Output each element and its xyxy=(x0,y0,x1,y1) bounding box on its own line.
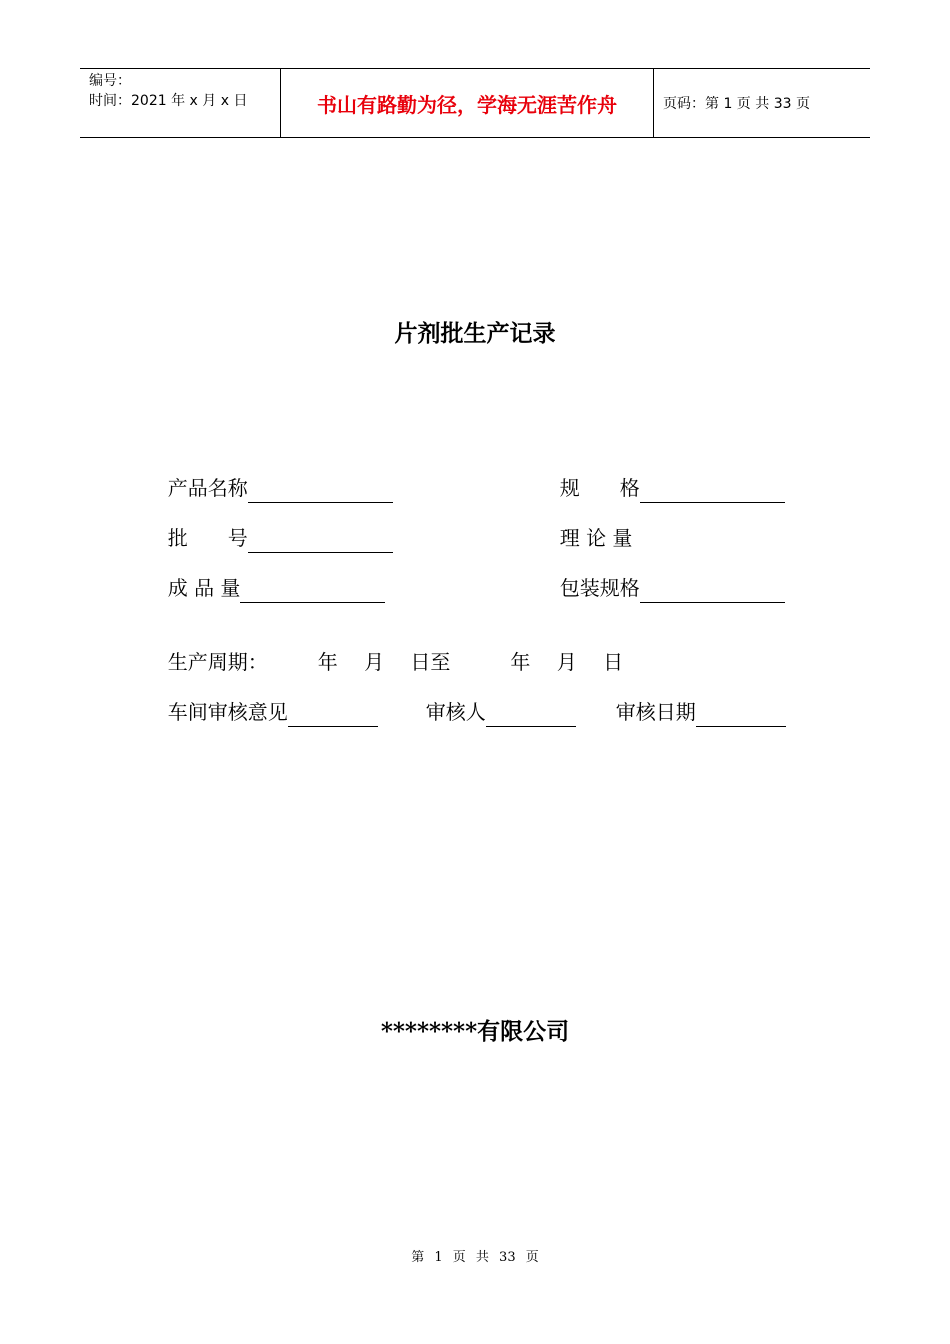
document-title: 片剂批生产记录 xyxy=(394,320,556,347)
workshop-opinion-label: 车间审核意见 xyxy=(167,700,288,724)
time-label: 时间：2021 年 x 月 x 日 xyxy=(89,93,248,109)
finished-qty-blank[interactable] xyxy=(240,580,385,603)
reviewer-label: 审核人 xyxy=(425,700,486,724)
package-spec-blank[interactable] xyxy=(640,580,785,603)
batch-no-label: 批 号 xyxy=(167,526,248,550)
product-name-label: 产品名称 xyxy=(167,476,248,500)
workshop-opinion-field xyxy=(155,667,378,727)
spec-label: 规 格 xyxy=(559,476,640,500)
header-left-cell xyxy=(80,69,281,137)
theoretical-qty-label: 理 论 量 xyxy=(559,526,633,550)
company-name: ********有限公司 xyxy=(380,1018,570,1045)
package-spec-label: 包装规格 xyxy=(559,576,640,600)
header-page-info: 页码：第 1 页 共 33 页 xyxy=(663,96,810,112)
page-footer: 第 1 页 共 33 页 xyxy=(411,1250,539,1265)
review-date-blank[interactable] xyxy=(696,704,786,727)
finished-qty-field xyxy=(155,543,385,603)
review-date-label: 审核日期 xyxy=(615,700,696,724)
reviewer-blank[interactable] xyxy=(486,704,576,727)
review-date-field xyxy=(603,667,786,727)
package-spec-field xyxy=(547,543,785,603)
reviewer-field xyxy=(413,667,576,727)
production-cycle-label: 生产周期： 年 月 日至 年 月 日 xyxy=(167,650,624,674)
header-motto: 书山有路勤为径，学海无涯苦作舟 xyxy=(281,69,654,137)
page-header xyxy=(80,68,870,138)
workshop-opinion-blank[interactable] xyxy=(288,704,378,727)
spec-blank[interactable] xyxy=(640,480,785,503)
finished-qty-label: 成 品 量 xyxy=(167,576,241,600)
serial-number-label: 编号： xyxy=(89,73,131,89)
